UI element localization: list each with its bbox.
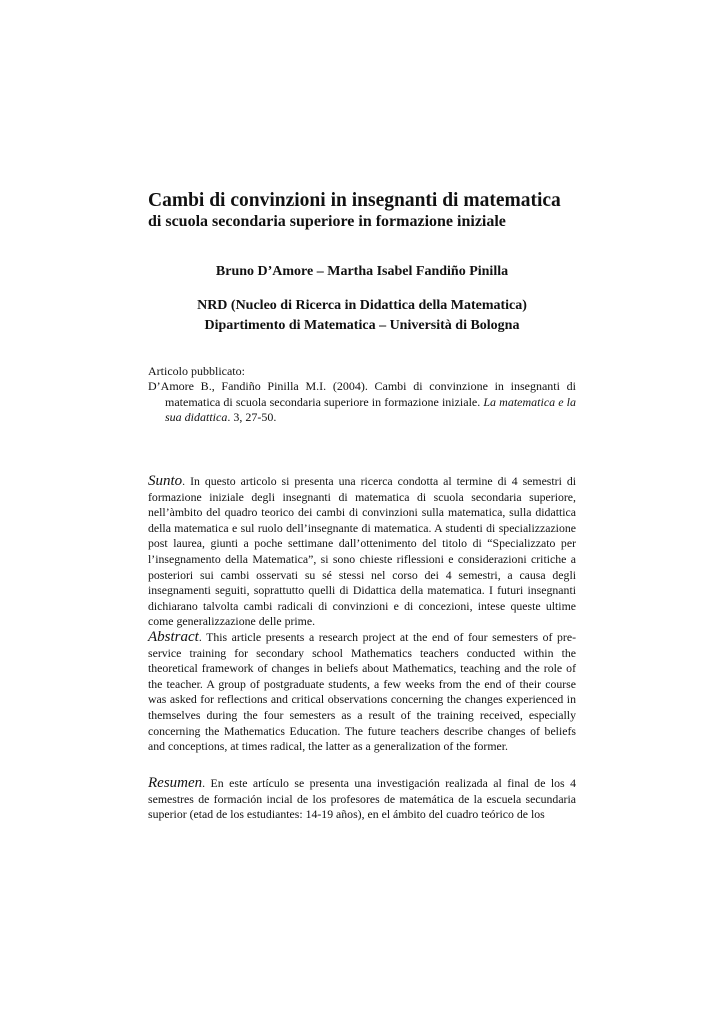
- abstract-section: [148, 630, 576, 755]
- reference-tail: . 3, 27-50.: [227, 409, 277, 424]
- reference-text: D’Amore B., Fandiño Pinilla M.I. (2004). Cambi di convinzione in insegnanti di matematica di scuola secondaria superiore in formazione iniziale.: [148, 379, 576, 409]
- affiliation-line-2: Dipartimento di Matematica – Università di Bologna: [204, 318, 520, 333]
- publication-label: Articolo pubblicato:: [148, 364, 245, 378]
- publication-reference: [148, 379, 576, 425]
- abstract-text: . This article presents a research project at the end of four semesters of pre-service training for secondary school Mathematics teachers conducted within the theoretical framework of changes in beliefs about Mathematics, teaching and the role of the teacher. A group of postgraduate students, a few weeks from the end of their course was asked for reflections and critical observations concerning the changes experienced in themselves during the four semesters as a result of the training received, especially concerning the Mathematics Education. The future teachers describe changes of beliefs and conceptions, at times radical, the latter as a generalization of the former.: [148, 630, 576, 754]
- paper-title: Cambi di convinzioni in insegnanti di matematica: [148, 190, 561, 211]
- publication-info: [148, 364, 576, 425]
- paper-subtitle: di scuola secondaria superiore in formazione iniziale: [148, 213, 506, 230]
- affiliation: [148, 296, 576, 336]
- sunto-text: . In questo articolo si presenta una ricerca condotta al termine di 4 semestri di formazione iniziale degli insegnanti di matematica di scuola secondaria superiore, nell’àmbito del quadro teorico dei cambi di convinzioni sulla matematica, sulla didattica della matematica e sul ruolo dell’insegnante di matematica. A studenti di specializzazione post laurea, giunti a poche settimane dall’ottenimento del titolo di “Specializzato per l’insegnamento della Matematica”, si sono chieste riflessioni e considerazioni critiche a posteriori sui cambi osservati su sé stessi nel corso dei 4 semestri, a causa degli insegnamenti seguiti, soprattutto quelli di Didattica della matematica. I futuri insegnanti dichiarano talvolta cambi radicali di convinzioni e di concezioni, intese queste ultime come generalizzazione delle prime.: [148, 474, 576, 629]
- reference-journal: La matematica e la sua didattica: [165, 394, 577, 424]
- resumen-section: [148, 776, 576, 823]
- sunto-heading: Sunto: [148, 473, 183, 489]
- resumen-heading: Resumen: [148, 775, 203, 791]
- sunto-section: [148, 474, 576, 630]
- abstract-heading: Abstract: [148, 629, 199, 645]
- affiliation-line-1: NRD (Nucleo di Ricerca in Didattica della Matematica): [197, 298, 527, 313]
- resumen-text: . En este artículo se presenta una investigación realizada al final de los 4 semestres de formación incial de los profesores de matemática de la escuela secundaria superior (etad de los estudiantes: 14-19 años), en el ámbito del cuadro teórico de los: [148, 776, 576, 822]
- author-list: Bruno D’Amore – Martha Isabel Fandiño Pinilla: [215, 264, 509, 279]
